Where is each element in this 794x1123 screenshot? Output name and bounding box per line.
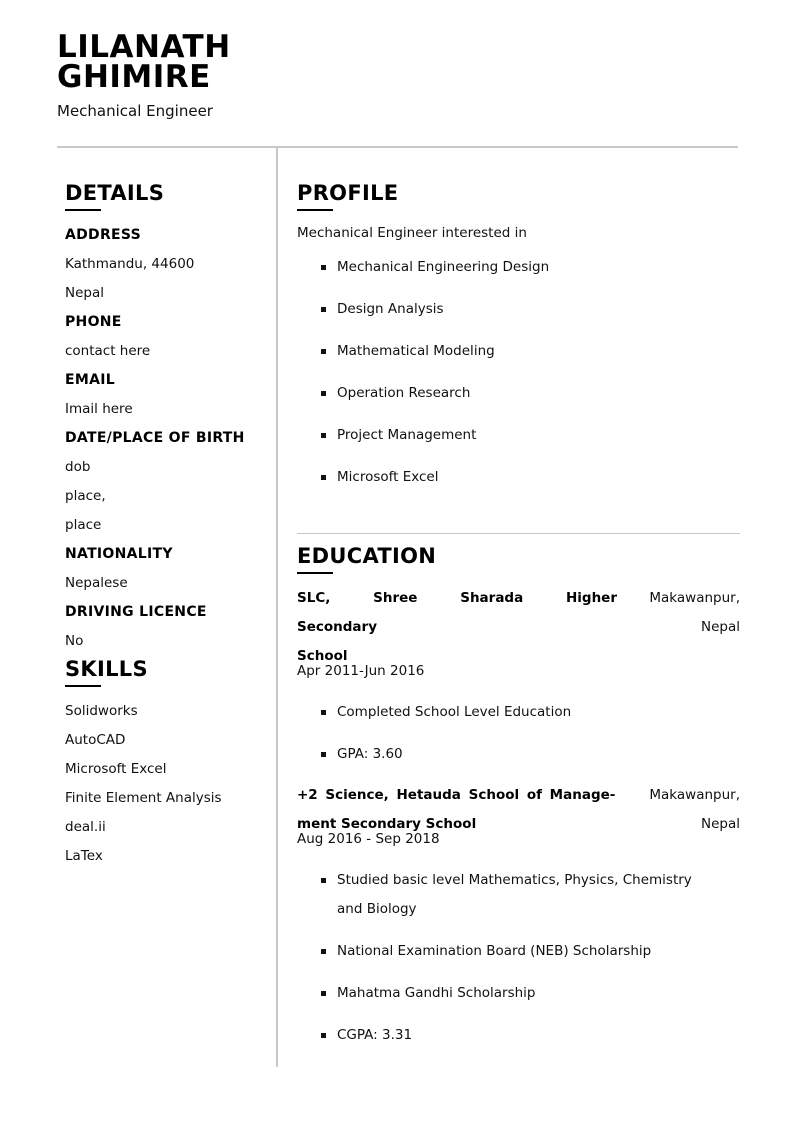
skill-item: deal.ii	[65, 819, 106, 835]
skill-item: AutoCAD	[65, 732, 126, 748]
field-value: Kathmandu, 44600	[65, 256, 195, 272]
skill-item: LaTex	[65, 848, 103, 864]
skill-item: Microsoft Excel	[65, 761, 167, 777]
education-heading: EDUCATION	[297, 544, 437, 568]
skill-item: Solidworks	[65, 703, 138, 719]
field-label: ADDRESS	[65, 227, 142, 243]
field-label: DATE/PLACE OF BIRTH	[65, 430, 245, 446]
field-label: EMAIL	[65, 372, 115, 388]
institution-name	[297, 584, 617, 671]
field-label: PHONE	[65, 314, 122, 330]
interest-item: Mathematical Modeling	[297, 337, 740, 366]
field-value: place,	[65, 488, 106, 504]
field-value: dob	[65, 459, 91, 475]
field-value: place	[65, 517, 102, 533]
field-email	[65, 366, 265, 424]
field-value: No	[65, 633, 84, 649]
field-birth	[65, 424, 265, 540]
education-dates: Apr 2011-Jun 2016	[297, 663, 425, 679]
institution-location	[649, 584, 740, 671]
left-column	[65, 180, 265, 871]
education-bullet: CGPA: 3.31	[297, 1021, 740, 1050]
interest-item: Operation Research	[297, 379, 740, 408]
details-heading: DETAILS	[65, 181, 165, 205]
location-line: Makawanpur,	[649, 590, 740, 606]
field-nationality	[65, 540, 265, 598]
candidate-name	[57, 29, 231, 95]
education-dates: Aug 2016 - Sep 2018	[297, 831, 440, 847]
section-divider	[297, 533, 740, 534]
profile-intro: Mechanical Engineer interested in	[297, 225, 527, 241]
header-divider	[57, 146, 738, 148]
field-label: DRIVING LICENCE	[65, 604, 207, 620]
profile-heading: PROFILE	[297, 181, 399, 205]
education-bullets	[297, 866, 740, 1050]
name-line-2: GHIMIRE	[57, 59, 211, 95]
field-value: Imail here	[65, 401, 133, 417]
field-address	[65, 221, 265, 308]
skill-item: Finite Element Analysis	[65, 790, 222, 806]
field-value: Nepal	[65, 285, 104, 301]
skills-heading: SKILLS	[65, 657, 148, 681]
education-underline	[297, 572, 333, 574]
profile-underline	[297, 209, 333, 211]
institution-location	[649, 781, 740, 839]
education-bullets	[297, 698, 740, 769]
field-driving-licence	[65, 598, 265, 656]
education-bullet: GPA: 3.60	[297, 740, 740, 769]
field-value: Nepalese	[65, 575, 128, 591]
education-bullet: Studied basic level Mathematics, Physics, Chemistry and Biology	[297, 866, 740, 924]
institution-line: SLC, Shree Sharada Higher Secondary	[297, 590, 617, 635]
location-line: Nepal	[701, 619, 740, 635]
column-divider	[276, 147, 278, 1067]
profile-section	[297, 180, 740, 492]
location-line: Makawanpur,	[649, 787, 740, 803]
education-entry	[297, 584, 740, 769]
interest-item: Project Management	[297, 421, 740, 450]
interests-list	[297, 253, 740, 492]
field-phone	[65, 308, 265, 366]
job-title: Mechanical Engineer	[57, 102, 213, 120]
education-bullet: Mahatma Gandhi Scholarship	[297, 979, 740, 1008]
education-entry	[297, 781, 740, 1050]
institution-line: School	[297, 648, 348, 664]
interest-item: Design Analysis	[297, 295, 740, 324]
education-bullet: Completed School Level Education	[297, 698, 740, 727]
education-bullet: National Examination Board (NEB) Scholarship	[297, 937, 740, 966]
institution-line: ment Secondary School	[297, 816, 477, 832]
skills-list	[65, 697, 265, 871]
education-section	[297, 543, 740, 1050]
field-value: contact here	[65, 343, 151, 359]
name-line-1: LILANATH	[57, 29, 231, 65]
field-label: NATIONALITY	[65, 546, 173, 562]
interest-item: Microsoft Excel	[297, 463, 740, 492]
interest-item: Mechanical Engineering Design	[297, 253, 740, 282]
location-line: Nepal	[701, 816, 740, 832]
institution-line: +2 Science, Hetauda School of Manage-	[297, 787, 616, 803]
